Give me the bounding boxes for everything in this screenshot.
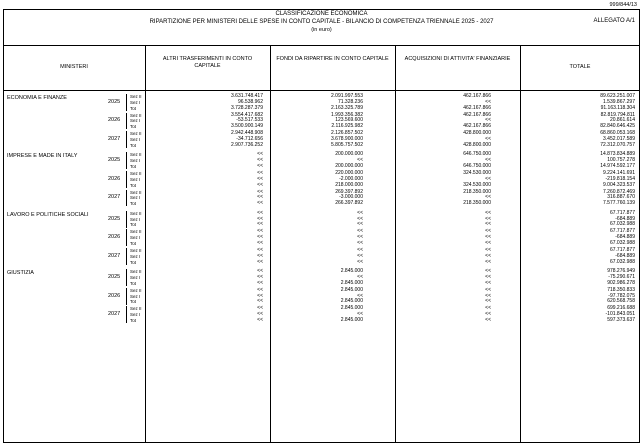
value-acquisizioni: << [485,117,491,124]
ministry-name: IMPRESE E MADE IN ITALY [7,153,78,160]
value-totale: 100.757.278 [607,157,635,164]
year-bracket [126,94,127,111]
column-header-fondi-da-ripartire: FONDI DA RIPARTIRE IN CONTO CAPITALE [276,56,389,62]
value-acquisizioni: << [485,252,491,259]
section-label: Sez I [130,275,141,280]
value-acquisizioni: << [485,136,491,142]
value-altri-trasferimenti: -53.517.533 [236,117,263,124]
value-acquisizioni: << [485,247,491,253]
value-altri-trasferimenti: 3.500.900.149 [231,123,263,130]
value-acquisizioni: 462.167.866 [463,111,491,118]
report-unit: (in euro) [311,27,332,33]
value-fondi-da-ripartire: << [357,228,363,235]
value-fondi-da-ripartire: 2.845.000 [340,298,363,305]
value-acquisizioni: 462.167.866 [463,123,491,130]
value-fondi-da-ripartire: << [357,292,363,299]
value-altri-trasferimenti: 3.728.287.379 [231,104,263,111]
value-acquisizioni: 428.800.000 [463,130,491,137]
value-altri-trasferimenti: << [257,175,263,182]
value-acquisizioni: << [485,221,491,228]
section-label: Sez II [130,171,142,176]
year-label: 2027 [108,194,121,201]
value-acquisizioni: 646.750.000 [463,163,491,169]
value-altri-trasferimenti: 2.907.736.252 [231,141,263,148]
value-altri-trasferimenti: << [257,221,263,228]
column-divider [270,45,271,443]
year-bracket [126,306,127,323]
value-totale: 9.004.323.537 [603,181,635,188]
value-fondi-da-ripartire: 2.845.000 [340,268,363,275]
value-altri-trasferimenti: << [257,170,263,176]
year-label: 2027 [108,252,121,259]
value-acquisizioni: 646.750.000 [463,151,491,158]
value-totale: -684.889 [615,215,635,222]
value-fondi-da-ripartire: << [357,234,363,241]
value-altri-trasferimenti: 3.631.748.417 [231,93,263,99]
value-altri-trasferimenti: << [257,279,263,286]
year-label: 2026 [108,117,121,124]
value-fondi-da-ripartire: 266.397.892 [335,200,363,207]
value-acquisizioni: 462.167.866 [463,104,491,111]
value-totale: 14.974.592.177 [600,163,635,169]
section-label: Sez II [130,306,142,312]
year-bracket [126,152,127,169]
section-label: Sez I [130,195,141,201]
report-title: CLASSIFICAZIONE ECONOMICA [275,11,368,17]
value-totale: 902.986.278 [607,279,635,286]
ministry-name: LAVORO E POLITICHE SOCIALI [7,211,89,218]
year-bracket [126,229,127,246]
value-totale: -75.290.671 [608,274,635,280]
year-label: 2027 [108,311,121,318]
section-label: Tot [130,280,137,286]
section-label: Sez II [130,112,142,118]
value-totale: 67.032.988 [609,240,635,246]
value-acquisizioni: 218.350.000 [463,200,491,207]
value-fondi-da-ripartire: 1.993.356.382 [331,111,363,118]
report-subtitle: RIPARTIZIONE PER MINISTERI DELLE SPESE IN CONTO CAPITALE - BILANCIO DI COMPETENZA TRIENNALE 2025 - 2027 [149,19,494,25]
value-fondi-da-ripartire: << [357,311,363,318]
value-fondi-da-ripartire: 2.163.325.789 [331,104,363,111]
value-totale: 597.373.637 [607,317,635,323]
value-totale: 316.887.670 [607,194,635,201]
value-acquisizioni: << [485,209,491,216]
value-altri-trasferimenti: << [257,247,263,253]
value-totale: 14.873.834.889 [600,151,635,158]
section-label: Sez I [130,235,141,241]
value-totale: 89.623.251.007 [600,93,635,99]
report-header [0,10,643,34]
value-fondi-da-ripartire: -2.000.000 [339,175,363,182]
value-altri-trasferimenti: << [257,298,263,305]
value-fondi-da-ripartire: << [357,258,363,265]
value-fondi-da-ripartire: << [357,240,363,246]
value-fondi-da-ripartire: 2.845.000 [340,317,363,323]
value-fondi-da-ripartire: 2.845.000 [340,286,363,293]
value-acquisizioni: << [485,279,491,286]
section-label: Sez I [130,137,141,142]
value-fondi-da-ripartire: 123.569.600 [335,117,363,124]
year-bracket [126,131,127,148]
value-totale: 82.819.794.811 [600,111,635,118]
value-acquisizioni: 324.530.000 [463,181,491,188]
value-altri-trasferimenti: << [257,317,263,323]
value-altri-trasferimenti: << [257,292,263,299]
section-label: Tot [130,222,137,228]
value-altri-trasferimenti: -34.712.656 [236,136,263,142]
column-divider [520,45,521,443]
year-bracket [126,190,127,207]
value-altri-trasferimenti: << [257,209,263,216]
section-label: Sez I [130,176,141,182]
column-divider [145,45,146,443]
value-totale: -684.889 [615,234,635,241]
value-acquisizioni: 324.530.000 [463,170,491,176]
value-altri-trasferimenti: << [257,252,263,259]
value-altri-trasferimenti: << [257,163,263,169]
value-totale: 68.860.053.168 [600,130,635,137]
value-totale: 718.350.833 [607,286,635,293]
value-fondi-da-ripartire: << [357,157,363,164]
year-label: 2025 [108,215,121,222]
value-altri-trasferimenti: << [257,188,263,195]
value-acquisizioni: 428.800.000 [463,141,491,148]
value-fondi-da-ripartire: 200.000.000 [335,163,363,169]
value-fondi-da-ripartire: 71.328.236 [337,98,363,105]
section-label: Sez II [130,131,142,137]
value-totale: 82.840.646.425 [600,123,635,130]
section-label: Tot [130,241,137,246]
value-fondi-da-ripartire: 2.845.000 [340,305,363,312]
value-altri-trasferimenti: 96.538.962 [237,98,263,105]
value-fondi-da-ripartire: 218.000.000 [335,181,363,188]
value-acquisizioni: << [485,175,491,182]
value-acquisizioni: << [485,234,491,241]
year-bracket [126,113,127,130]
section-label: Sez II [130,287,142,293]
value-altri-trasferimenti: << [257,234,263,241]
value-acquisizioni: << [485,311,491,318]
value-fondi-da-ripartire: -3.000.000 [339,194,363,201]
value-totale: -97.782.075 [608,292,635,299]
value-totale: 67.717.877 [609,209,635,216]
value-altri-trasferimenti: << [257,215,263,222]
value-totale: 699.216.688 [607,305,635,312]
value-acquisizioni: << [485,228,491,235]
value-altri-trasferimenti: << [257,268,263,275]
attachment-label: ALLEGATO A/1 [593,18,635,24]
value-totale: 67.717.877 [609,247,635,253]
section-label: Tot [130,142,137,148]
value-altri-trasferimenti: << [257,151,263,158]
year-bracket [126,269,127,286]
value-totale: 3.452.017.589 [603,136,635,142]
value-totale: 67.032.988 [609,221,635,228]
value-acquisizioni: << [485,240,491,246]
value-totale: 978.276.949 [607,268,635,275]
column-divider [395,45,396,443]
section-label: Sez II [130,152,142,158]
year-bracket [126,171,127,188]
value-acquisizioni: << [485,274,491,280]
value-altri-trasferimenti: 3.554.417.682 [231,111,263,118]
value-acquisizioni: << [485,268,491,275]
value-acquisizioni: << [485,194,491,201]
value-altri-trasferimenti: << [257,258,263,265]
value-fondi-da-ripartire: 220.000.000 [335,170,363,176]
value-fondi-da-ripartire: << [357,247,363,253]
value-totale: -219.818.154 [605,175,635,182]
column-header-acquisizioni: ACQUISIZIONI DI ATTIVITA' FINANZIARIE [404,56,511,62]
section-label: Sez I [130,99,141,105]
section-label: Tot [130,182,137,188]
value-totale: 7.577.760.139 [603,200,635,207]
section-label: Sez I [130,312,141,318]
ministry-name: ECONOMIA E FINANZE [7,95,67,101]
column-header-altri-trasferimenti: ALTRI TRASFERIMENTI IN CONTO CAPITALE [162,56,253,69]
value-altri-trasferimenti: << [257,240,263,246]
year-label: 2025 [108,98,121,105]
value-altri-trasferimenti: << [257,181,263,188]
section-label: Sez I [130,158,141,164]
section-label: Tot [130,164,137,169]
value-totale: 1.539.867.297 [603,98,635,105]
year-label: 2027 [108,136,121,142]
value-fondi-da-ripartire: << [357,252,363,259]
value-acquisizioni: 218.350.000 [463,188,491,195]
value-altri-trasferimenti: << [257,311,263,318]
section-label: Sez II [130,189,142,195]
value-fondi-da-ripartire: 3.678.900.000 [331,136,363,142]
value-acquisizioni: << [485,157,491,164]
section-label: Sez II [130,94,142,99]
section-label: Sez I [130,293,141,299]
value-totale: 91.163.118.304 [600,104,635,111]
section-label: Sez II [130,210,142,216]
value-totale: 67.717.877 [609,228,635,235]
year-label: 2026 [108,292,121,299]
column-header-totale: TOTALE [569,64,591,70]
value-acquisizioni: 462.167.866 [463,93,491,99]
document-reference: 999/844/13 [609,2,637,8]
value-acquisizioni: << [485,292,491,299]
value-acquisizioni: << [485,286,491,293]
value-fondi-da-ripartire: 2.091.997.553 [331,93,363,99]
value-altri-trasferimenti: << [257,274,263,280]
value-fondi-da-ripartire: << [357,274,363,280]
value-fondi-da-ripartire: << [357,221,363,228]
section-label: Tot [130,124,137,130]
section-label: Sez I [130,253,141,259]
value-totale: 7.260.872.469 [603,188,635,195]
section-label: Sez II [130,269,142,275]
column-header-ministeri: MINISTERI [60,64,88,70]
section-label: Sez II [130,229,142,235]
value-acquisizioni: << [485,215,491,222]
section-label: Tot [130,105,137,111]
year-bracket [126,248,127,265]
section-label: Sez I [130,216,141,222]
value-fondi-da-ripartire: 2.126.857.502 [331,130,363,137]
value-acquisizioni: << [485,298,491,305]
value-altri-trasferimenti: << [257,157,263,164]
value-altri-trasferimenti: << [257,286,263,293]
value-fondi-da-ripartire: << [357,209,363,216]
value-fondi-da-ripartire: 200.000.000 [335,151,363,158]
section-label: Sez II [130,248,142,253]
value-acquisizioni: << [485,317,491,323]
year-bracket [126,288,127,305]
year-bracket [126,211,127,228]
value-totale: 620.568.758 [607,298,635,305]
value-acquisizioni: << [485,98,491,105]
ministry-name: GIUSTIZIA [7,270,34,277]
value-totale: 9.224.141.691 [603,170,635,176]
year-label: 2025 [108,157,121,164]
value-altri-trasferimenti: << [257,194,263,201]
value-totale: 72.312.070.757 [600,141,635,148]
value-fondi-da-ripartire: 5.805.757.502 [331,141,363,148]
value-altri-trasferimenti: << [257,228,263,235]
value-altri-trasferimenti: << [257,305,263,312]
value-totale: -684.889 [615,252,635,259]
value-acquisizioni: << [485,258,491,265]
value-fondi-da-ripartire: 2.845.000 [340,279,363,286]
section-label: Tot [130,318,137,323]
value-fondi-da-ripartire: << [357,215,363,222]
section-label: Tot [130,259,137,265]
value-totale: 20.861.614 [609,117,635,124]
year-label: 2026 [108,175,121,182]
section-label: Tot [130,201,137,207]
value-totale: 67.032.988 [609,258,635,265]
value-totale: -101.843.051 [605,311,635,318]
year-label: 2026 [108,234,121,241]
value-acquisizioni: << [485,305,491,312]
value-altri-trasferimenti: 2.942.448.908 [231,130,263,137]
value-altri-trasferimenti: << [257,200,263,207]
section-label: Sez I [130,118,141,124]
year-label: 2025 [108,274,121,280]
value-fondi-da-ripartire: 269.397.892 [335,188,363,195]
section-label: Tot [130,299,137,305]
value-fondi-da-ripartire: 2.116.925.982 [331,123,363,130]
